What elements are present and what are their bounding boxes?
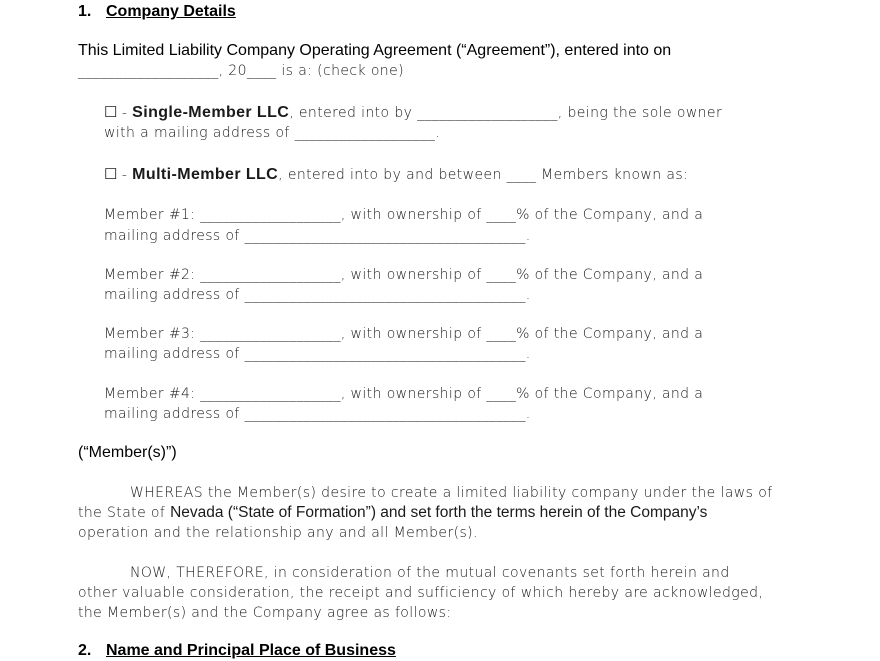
whereas-line-3: operation and the relationship any and all Member(s). bbox=[78, 525, 478, 541]
whereas-terms-text: ) and set forth the terms herein of the Company’s bbox=[370, 504, 708, 521]
intro-line-2: ___________________, 20____ is a: (check one) bbox=[78, 63, 404, 79]
whereas-line-2 bbox=[78, 503, 707, 523]
member-3-line-2: mailing address of ______________________________________. bbox=[104, 346, 531, 362]
section-title: Company Details bbox=[106, 3, 236, 20]
members-label: (“Member(s)”) bbox=[78, 444, 177, 461]
now-therefore-line-2: other valuable consideration, the receipt and sufficiency of which hereby are acknowledged, bbox=[78, 585, 764, 601]
multi-member-checkbox[interactable]: ☐ bbox=[104, 165, 118, 183]
single-member-dash: - bbox=[121, 105, 128, 121]
member-2-line-2: mailing address of ______________________________________. bbox=[104, 287, 531, 303]
whereas-state-prefix: the State of bbox=[78, 505, 171, 521]
member-3-line-1: Member #3: ___________________, with ownership of ____% of the Company, and a bbox=[104, 326, 704, 342]
single-member-text: , entered into by ___________________, being the sole owner bbox=[289, 105, 723, 121]
single-member-address: with a mailing address of ___________________. bbox=[104, 125, 441, 141]
section-number: 2. bbox=[78, 642, 92, 659]
multi-member-text: , entered into by and between ____ Members known as: bbox=[278, 167, 689, 183]
member-1-line-2: mailing address of ______________________________________. bbox=[104, 228, 531, 244]
multi-member-label: Multi-Member LLC bbox=[132, 166, 279, 183]
now-therefore-line-1: NOW, THEREFORE, in consideration of the mutual covenants set forth herein and bbox=[130, 565, 730, 581]
member-4-line-2: mailing address of ______________________________________. bbox=[104, 406, 531, 422]
single-member-label: Single-Member LLC bbox=[132, 104, 290, 121]
section-title: Name and Principal Place of Business bbox=[106, 642, 396, 659]
single-member-option bbox=[104, 102, 722, 123]
section-2-heading bbox=[78, 641, 396, 661]
whereas-line-1: WHEREAS the Member(s) desire to create a limited liability company under the laws of bbox=[130, 485, 773, 501]
member-4-line-1: Member #4: ___________________, with ownership of ____% of the Company, and a bbox=[104, 386, 704, 402]
multi-member-dash: - bbox=[121, 167, 128, 183]
whereas-state-name: Nevada (“State of Formation” bbox=[170, 504, 371, 521]
single-member-checkbox[interactable]: ☐ bbox=[104, 103, 118, 121]
member-1-line-1: Member #1: ___________________, with ownership of ____% of the Company, and a bbox=[104, 207, 704, 223]
multi-member-option bbox=[104, 164, 688, 185]
member-2-line-1: Member #2: ___________________, with ownership of ____% of the Company, and a bbox=[104, 267, 704, 283]
section-1-heading bbox=[78, 2, 236, 22]
section-number: 1. bbox=[78, 3, 92, 20]
now-therefore-line-3: the Member(s) and the Company agree as follows: bbox=[78, 605, 452, 621]
intro-line-1: This Limited Liability Company Operating Agreement (“Agreement”), entered into on bbox=[78, 42, 672, 59]
